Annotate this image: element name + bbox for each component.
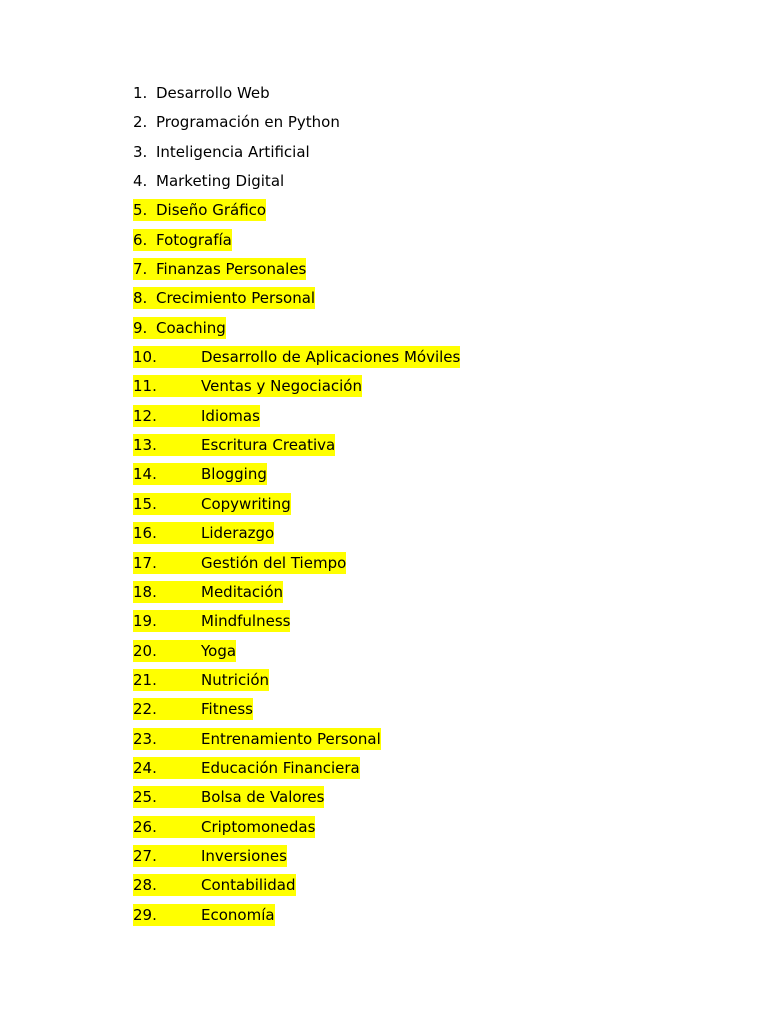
list-item-label: Desarrollo de Aplicaciones Móviles xyxy=(201,348,461,367)
highlighted-text xyxy=(133,493,291,515)
list-item xyxy=(133,728,460,757)
highlighted-text xyxy=(133,786,324,808)
highlighted-text xyxy=(133,610,290,632)
list-item xyxy=(133,258,460,287)
list-item-number: 14. xyxy=(133,465,157,484)
list-item-number: 23. xyxy=(133,729,157,748)
highlighted-text xyxy=(133,816,315,838)
list-item-label: Meditación xyxy=(201,582,284,601)
list-item xyxy=(133,904,460,933)
list-item-number: 3. xyxy=(133,142,148,161)
highlighted-text xyxy=(133,757,360,779)
highlighted-text xyxy=(133,522,274,544)
highlighted-text xyxy=(133,874,296,896)
list-item-label: Educación Financiera xyxy=(201,758,360,777)
list-item xyxy=(133,111,460,140)
list-item-number: 18. xyxy=(133,582,157,601)
list-item-label: Inteligencia Artificial xyxy=(156,142,310,161)
list-item-number: 2. xyxy=(133,113,148,132)
list-item-number: 10. xyxy=(133,348,157,367)
highlighted-text xyxy=(133,904,275,926)
list-item-number: 29. xyxy=(133,905,157,924)
list-item xyxy=(133,522,460,551)
highlighted-text xyxy=(133,287,315,309)
list-item-number: 16. xyxy=(133,524,157,543)
list-item-number: 4. xyxy=(133,172,148,191)
list-item-label: Criptomonedas xyxy=(201,817,316,836)
list-item-number: 12. xyxy=(133,406,157,425)
list-item xyxy=(133,463,460,492)
highlighted-text xyxy=(133,405,260,427)
list-item xyxy=(133,845,460,874)
list-item-number: 19. xyxy=(133,612,157,631)
list-item-number: 15. xyxy=(133,494,157,513)
list-item-content xyxy=(133,82,270,104)
list-item xyxy=(133,82,460,111)
highlighted-text xyxy=(133,640,236,662)
list-item-number: 17. xyxy=(133,553,157,572)
list-item-label: Diseño Gráfico xyxy=(156,201,267,220)
list-item-label: Fotografía xyxy=(156,230,232,249)
list-item-number: 22. xyxy=(133,700,157,719)
highlighted-text xyxy=(133,258,306,280)
highlighted-text xyxy=(133,581,283,603)
highlighted-text xyxy=(133,229,232,251)
list-item xyxy=(133,669,460,698)
list-item-number: 11. xyxy=(133,377,157,396)
list-item-label: Ventas y Negociación xyxy=(201,377,362,396)
list-item-label: Blogging xyxy=(201,465,267,484)
list-item-number: 20. xyxy=(133,641,157,660)
list-item xyxy=(133,698,460,727)
list-item-label: Mindfulness xyxy=(201,612,291,631)
list-item-label: Fitness xyxy=(201,700,253,719)
list-item xyxy=(133,493,460,522)
list-item-number: 21. xyxy=(133,670,157,689)
list-item-number: 28. xyxy=(133,876,157,895)
highlighted-text xyxy=(133,845,287,867)
list-item xyxy=(133,229,460,258)
list-item-number: 24. xyxy=(133,758,157,777)
list-item xyxy=(133,375,460,404)
list-item-label: Desarrollo Web xyxy=(156,84,270,102)
list-item-number: 27. xyxy=(133,846,157,865)
highlighted-text xyxy=(133,552,346,574)
highlighted-text xyxy=(133,317,226,339)
list-item xyxy=(133,434,460,463)
list-item-label: Coaching xyxy=(156,318,226,337)
list-item-number: 25. xyxy=(133,788,157,807)
list-item-number: 7. xyxy=(133,260,148,279)
highlighted-text xyxy=(133,463,267,485)
list-item xyxy=(133,317,460,346)
highlighted-text xyxy=(133,199,266,221)
list-item-label: Gestión del Tiempo xyxy=(201,553,347,572)
highlighted-text xyxy=(133,728,381,750)
list-item-label: Bolsa de Valores xyxy=(201,788,325,807)
list-item-label: Escritura Creativa xyxy=(201,436,336,455)
list-item xyxy=(133,287,460,316)
list-item-number: 8. xyxy=(133,289,148,308)
list-item-label: Idiomas xyxy=(201,406,260,425)
list-item xyxy=(133,170,460,199)
list-item-number: 13. xyxy=(133,436,157,455)
highlighted-text xyxy=(133,669,269,691)
list-item-content xyxy=(133,170,284,192)
list-item-label: Liderazgo xyxy=(201,524,275,543)
highlighted-text xyxy=(133,346,460,368)
highlighted-text xyxy=(133,698,253,720)
highlighted-text xyxy=(133,434,335,456)
list-item-number: 9. xyxy=(133,318,148,337)
list-item xyxy=(133,757,460,786)
list-item xyxy=(133,199,460,228)
list-item-number: 26. xyxy=(133,817,157,836)
list-item-label: Economía xyxy=(201,905,275,924)
list-item-label: Finanzas Personales xyxy=(156,260,307,279)
list-item-label: Inversiones xyxy=(201,846,287,865)
list-item-number: 6. xyxy=(133,230,148,249)
list-item-label: Copywriting xyxy=(201,494,291,513)
list-item xyxy=(133,581,460,610)
list-item-label: Marketing Digital xyxy=(156,172,285,191)
list-item-number: 1. xyxy=(133,84,148,102)
list-item xyxy=(133,786,460,815)
list-item xyxy=(133,405,460,434)
list-item xyxy=(133,816,460,845)
list-item-number: 5. xyxy=(133,201,148,220)
list-item-content xyxy=(133,111,340,133)
list-item xyxy=(133,141,460,170)
list-item-label: Programación en Python xyxy=(156,113,340,132)
list-item xyxy=(133,610,460,639)
list-item xyxy=(133,640,460,669)
list-item-label: Nutrición xyxy=(201,670,270,689)
list-item xyxy=(133,346,460,375)
list-item-label: Entrenamiento Personal xyxy=(201,729,381,748)
list-item-label: Yoga xyxy=(201,641,237,660)
list-item xyxy=(133,552,460,581)
list-item-content xyxy=(133,141,310,163)
list-item xyxy=(133,874,460,903)
list-item-label: Contabilidad xyxy=(201,876,296,895)
list-item-label: Crecimiento Personal xyxy=(156,289,316,308)
topic-list xyxy=(133,82,460,933)
highlighted-text xyxy=(133,375,362,397)
